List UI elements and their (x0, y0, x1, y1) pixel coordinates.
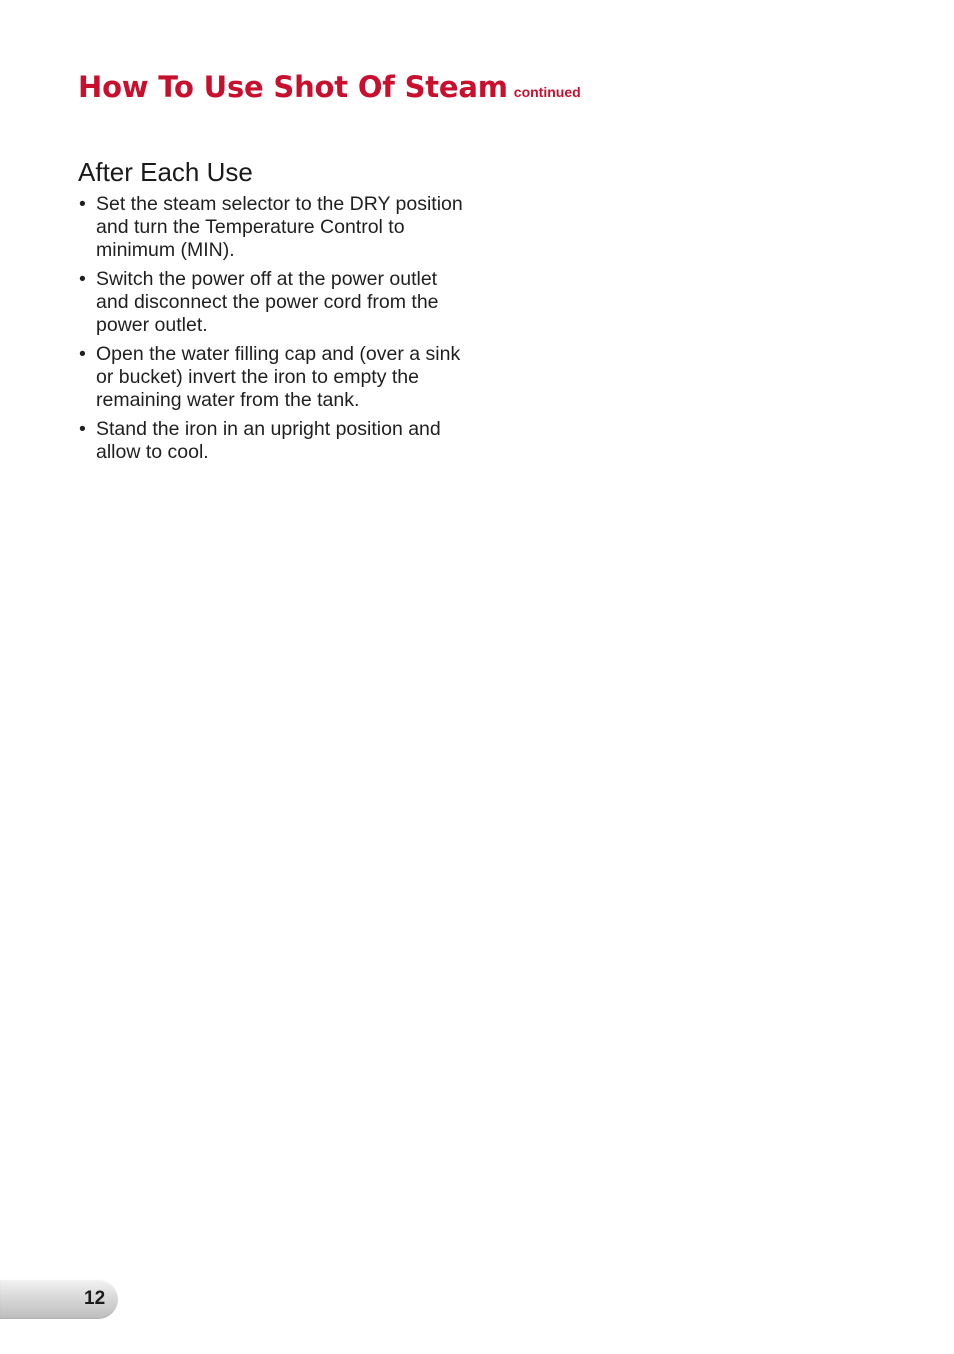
bullet-icon: • (79, 268, 86, 290)
list-item (78, 418, 468, 464)
page-number: 12 (84, 1288, 106, 1309)
list-item (78, 268, 468, 337)
bullet-icon: • (79, 343, 86, 365)
list-item-text: Stand the iron in an upright position and allow to cool. (96, 418, 441, 463)
list-item-text: Set the steam selector to the DRY position and turn the Temperature Control to minimum (MIN). (96, 193, 463, 261)
list-item-text: Switch the power off at the power outlet and disconnect the power cord from the power outlet. (96, 268, 439, 336)
bullet-icon: • (79, 193, 86, 215)
page-title-continued: continued (513, 84, 581, 100)
list-item (78, 193, 468, 262)
section-heading: After Each Use (78, 157, 253, 187)
bullet-icon: • (79, 418, 86, 440)
page-title-text: How To Use Shot Of Steam (78, 70, 508, 104)
page-title (78, 70, 581, 102)
list-item-text: Open the water filling cap and (over a sink or bucket) invert the iron to empty the remaining water from the tank. (96, 343, 461, 411)
list-item (78, 343, 468, 412)
instruction-list (78, 193, 468, 470)
